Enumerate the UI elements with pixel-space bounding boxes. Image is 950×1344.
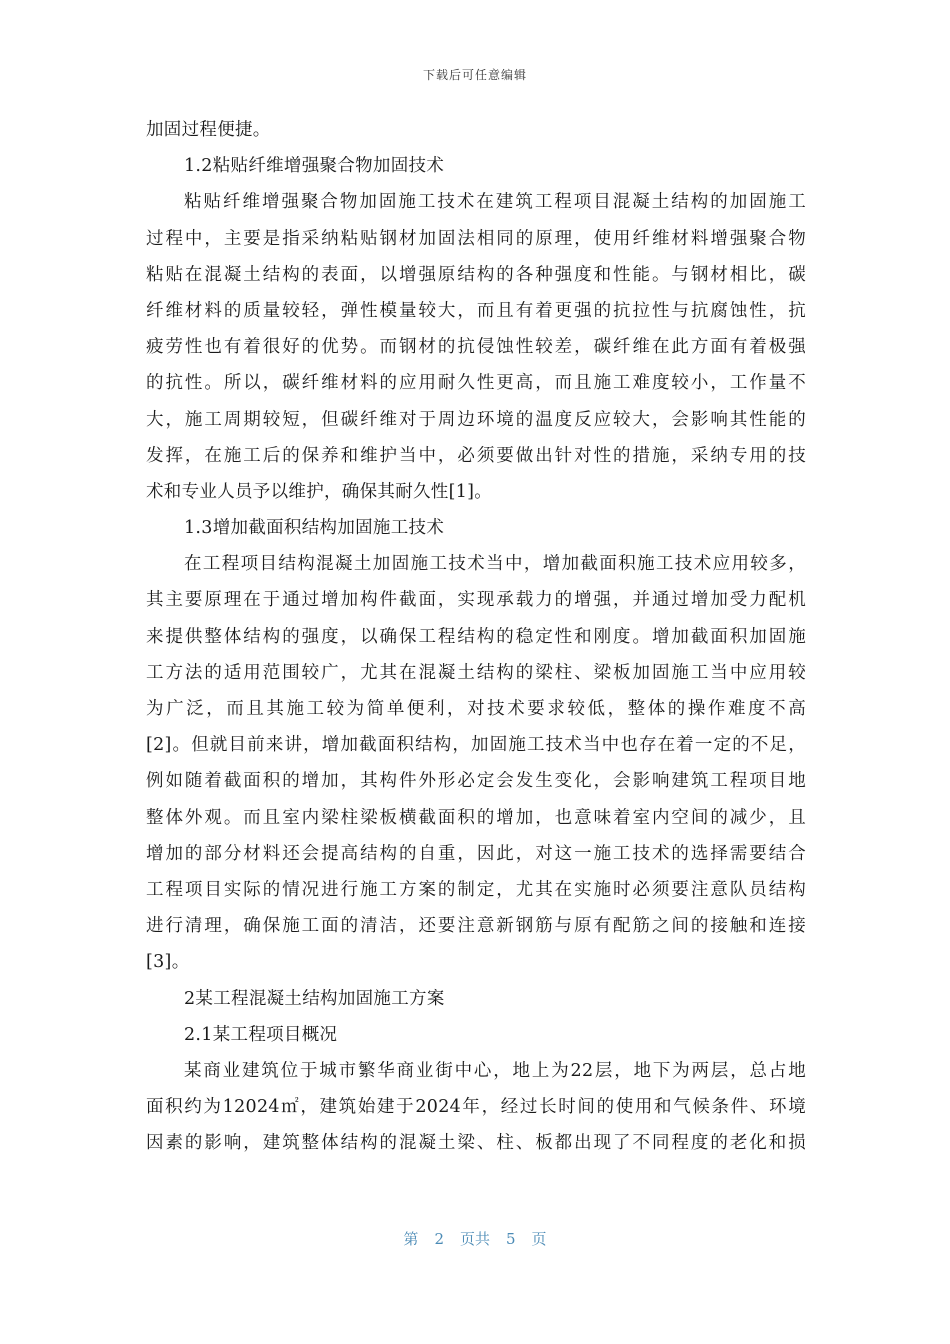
text-line: 大，施工周期较短，但碳纤维对于周边环境的温度反应较大，会影响其性能的 bbox=[146, 409, 806, 430]
text-line: 整体外观。而且室内梁柱梁板横截面积的增加，也意味着室内空间的减少，且 bbox=[146, 807, 806, 828]
text-line: 粘贴在混凝土结构的表面，以增强原结构的各种强度和性能。与钢材相比，碳 bbox=[146, 264, 806, 285]
text-line: 2.1某工程项目概况 bbox=[184, 1024, 338, 1045]
document-body bbox=[146, 112, 806, 1161]
text-line: 某商业建筑位于城市繁华商业街中心，地上为22层，地下为两层，总占地 bbox=[184, 1060, 806, 1081]
text-line: 粘贴纤维增强聚合物加固施工技术在建筑工程项目混凝土结构的加固施工 bbox=[184, 192, 806, 213]
text-line: 过程中，主要是指采纳粘贴钢材加固法相同的原理，使用纤维材料增强聚合物 bbox=[146, 228, 806, 249]
text-line: [2]。但就目前来讲，增加截面积结构，加固施工技术当中也存在着一定的不足， bbox=[146, 735, 806, 756]
text-line: 工程项目实际的情况进行施工方案的制定，尤其在实施时必须要注意队员结构 bbox=[146, 879, 806, 900]
text-line: 疲劳性也有着很好的优势。而钢材的抗侵蚀性较差，碳纤维在此方面有着极强 bbox=[146, 337, 806, 358]
text-line: 的抗性。所以，碳纤维材料的应用耐久性更高，而且施工难度较小，工作量不 bbox=[146, 373, 806, 394]
text-line: 在工程项目结构混凝土加固施工技术当中，增加截面积施工技术应用较多， bbox=[184, 554, 806, 575]
text-line: 来提供整体结构的强度，以确保工程结构的稳定性和刚度。增加截面积加固施 bbox=[146, 626, 806, 647]
page-label-suffix: 页 bbox=[531, 1230, 547, 1248]
text-line: 1.3增加截面积结构加固施工技术 bbox=[184, 518, 445, 539]
text-line: 增加的部分材料还会提高结构的自重，因此，对这一施工技术的选择需要结合 bbox=[146, 843, 806, 864]
text-line: 进行清理，确保施工面的清洁，还要注意新钢筋与原有配筋之间的接触和连接 bbox=[146, 916, 806, 937]
page-header: 下载后可任意编辑 bbox=[422, 68, 527, 82]
page-label-prefix: 第 bbox=[403, 1230, 419, 1248]
text-line: 1.2粘贴纤维增强聚合物加固技术 bbox=[184, 156, 445, 177]
text-line: 为广泛，而且其施工较为简单便利，对技术要求较低，整体的操作难度不高 bbox=[146, 699, 806, 719]
text-line: 工方法的适用范围较广，尤其在混凝土结构的梁柱、梁板加固施工当中应用较 bbox=[146, 662, 806, 683]
page-total: 5 bbox=[506, 1230, 516, 1248]
text-line: 加固过程便捷。 bbox=[146, 120, 271, 140]
text-line: 2某工程混凝土结构加固施工方案 bbox=[184, 988, 445, 1009]
text-line: 术和专业人员予以维护，确保其耐久性[1]。 bbox=[146, 481, 493, 502]
page-footer bbox=[0, 1228, 950, 1249]
page-label-mid: 页共 bbox=[459, 1230, 490, 1248]
text-line: 纤维材料的质量较轻，弹性模量较大，而且有着更强的抗拉性与抗腐蚀性，抗 bbox=[146, 300, 806, 321]
text-line: 面积约为12024㎡，建筑始建于2024年，经过长时间的使用和气候条件、环境 bbox=[146, 1097, 806, 1118]
text-line: 其主要原理在于通过增加构件截面，实现承载力的增强，并通过增加受力配机 bbox=[146, 590, 806, 611]
page-current: 2 bbox=[434, 1230, 444, 1248]
text-line: 例如随着截面积的增加，其构件外形必定会发生变化，会影响建筑工程项目地 bbox=[146, 771, 806, 792]
text-line: [3]。 bbox=[146, 952, 190, 973]
text-line: 发挥，在施工后的保养和维护当中，必须要做出针对性的措施，采纳专用的技 bbox=[146, 445, 806, 466]
text-line: 因素的影响，建筑整体结构的混凝土梁、柱、板都出现了不同程度的老化和损 bbox=[146, 1133, 806, 1154]
